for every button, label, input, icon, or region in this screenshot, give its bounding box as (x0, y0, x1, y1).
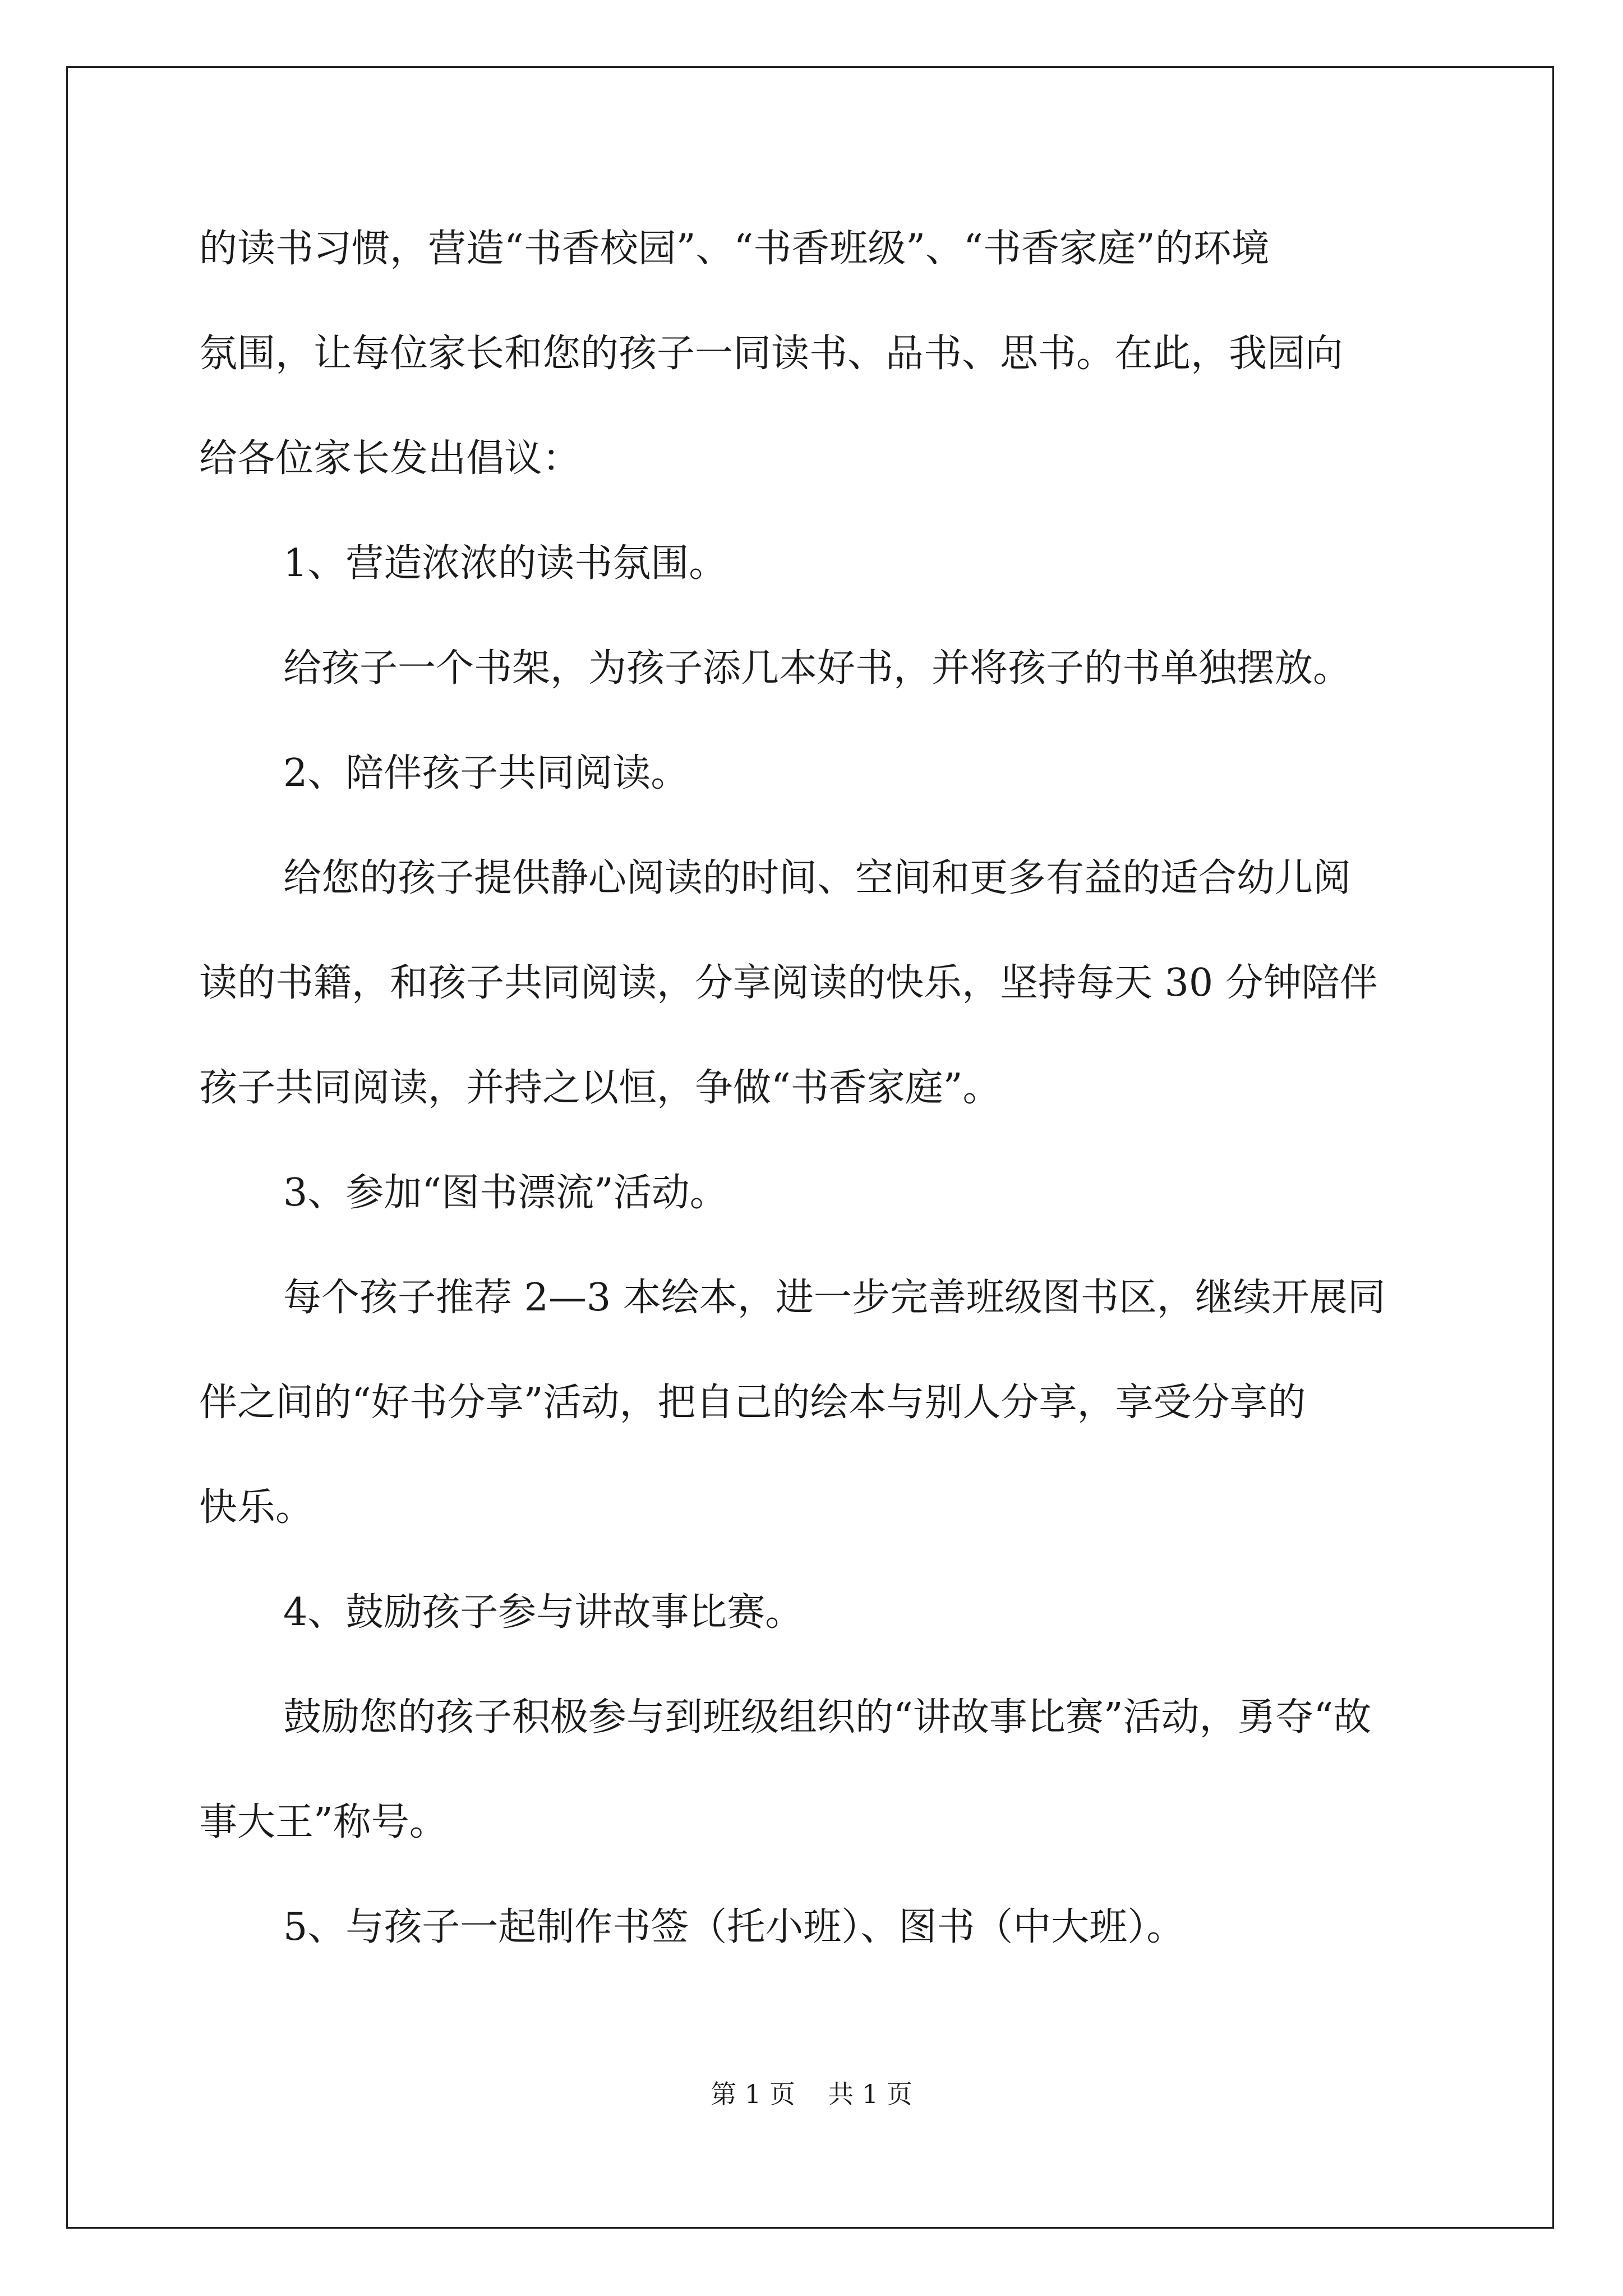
body-line-5: 给孩子一个书架，为孩子添几本好书，并将孩子的书单独摆放。 (283, 646, 1352, 691)
body-line-9: 孩子共同阅读，并持之以恒，争做“书香家庭”。 (199, 1066, 1001, 1110)
item-heading-3: 3、参加“图书漂流”活动。 (283, 1171, 728, 1215)
item-heading-4: 4、鼓励孩子参与讲故事比赛。 (283, 1590, 804, 1635)
item-heading-1: 1、营造浓浓的读书氛围。 (283, 541, 727, 586)
page-footer: 第 1 页 共 1 页 (711, 2079, 912, 2109)
body-line-1: 的读书习惯，营造“书香校园”、“书香班级”、“书香家庭”的环境 (199, 227, 1270, 271)
body-line-3: 给各位家长发出倡议： (199, 436, 581, 481)
item-heading-5: 5、与孩子一起制作书签（托小班）、图书（中大班）。 (283, 1905, 1185, 1949)
body-line-15: 鼓励您的孩子积极参与到班级组织的“讲故事比赛”活动，勇夺“故 (283, 1695, 1372, 1740)
body-line-16: 事大王”称号。 (199, 1800, 448, 1844)
body-line-12: 伴之间的“好书分享”活动，把自己的绘本与别人分享，享受分享的 (199, 1381, 1306, 1425)
body-line-2: 氛围，让每位家长和您的孩子一同读书、品书、思书。在此，我园向 (199, 332, 1344, 376)
item-heading-2: 2、陪伴孩子共同阅读。 (283, 751, 689, 795)
body-line-7: 给您的孩子提供静心阅读的时间、空间和更多有益的适合幼儿阅 (283, 856, 1352, 900)
body-line-8: 读的书籍，和孩子共同阅读，分享阅读的快乐，坚持每天 30 分钟陪伴 (199, 961, 1378, 1005)
body-line-11: 每个孩子推荐 2—3 本绘本，进一步完善班级图书区，继续开展同 (283, 1276, 1386, 1320)
page-border (66, 66, 1554, 2229)
body-line-13: 快乐。 (199, 1485, 314, 1530)
